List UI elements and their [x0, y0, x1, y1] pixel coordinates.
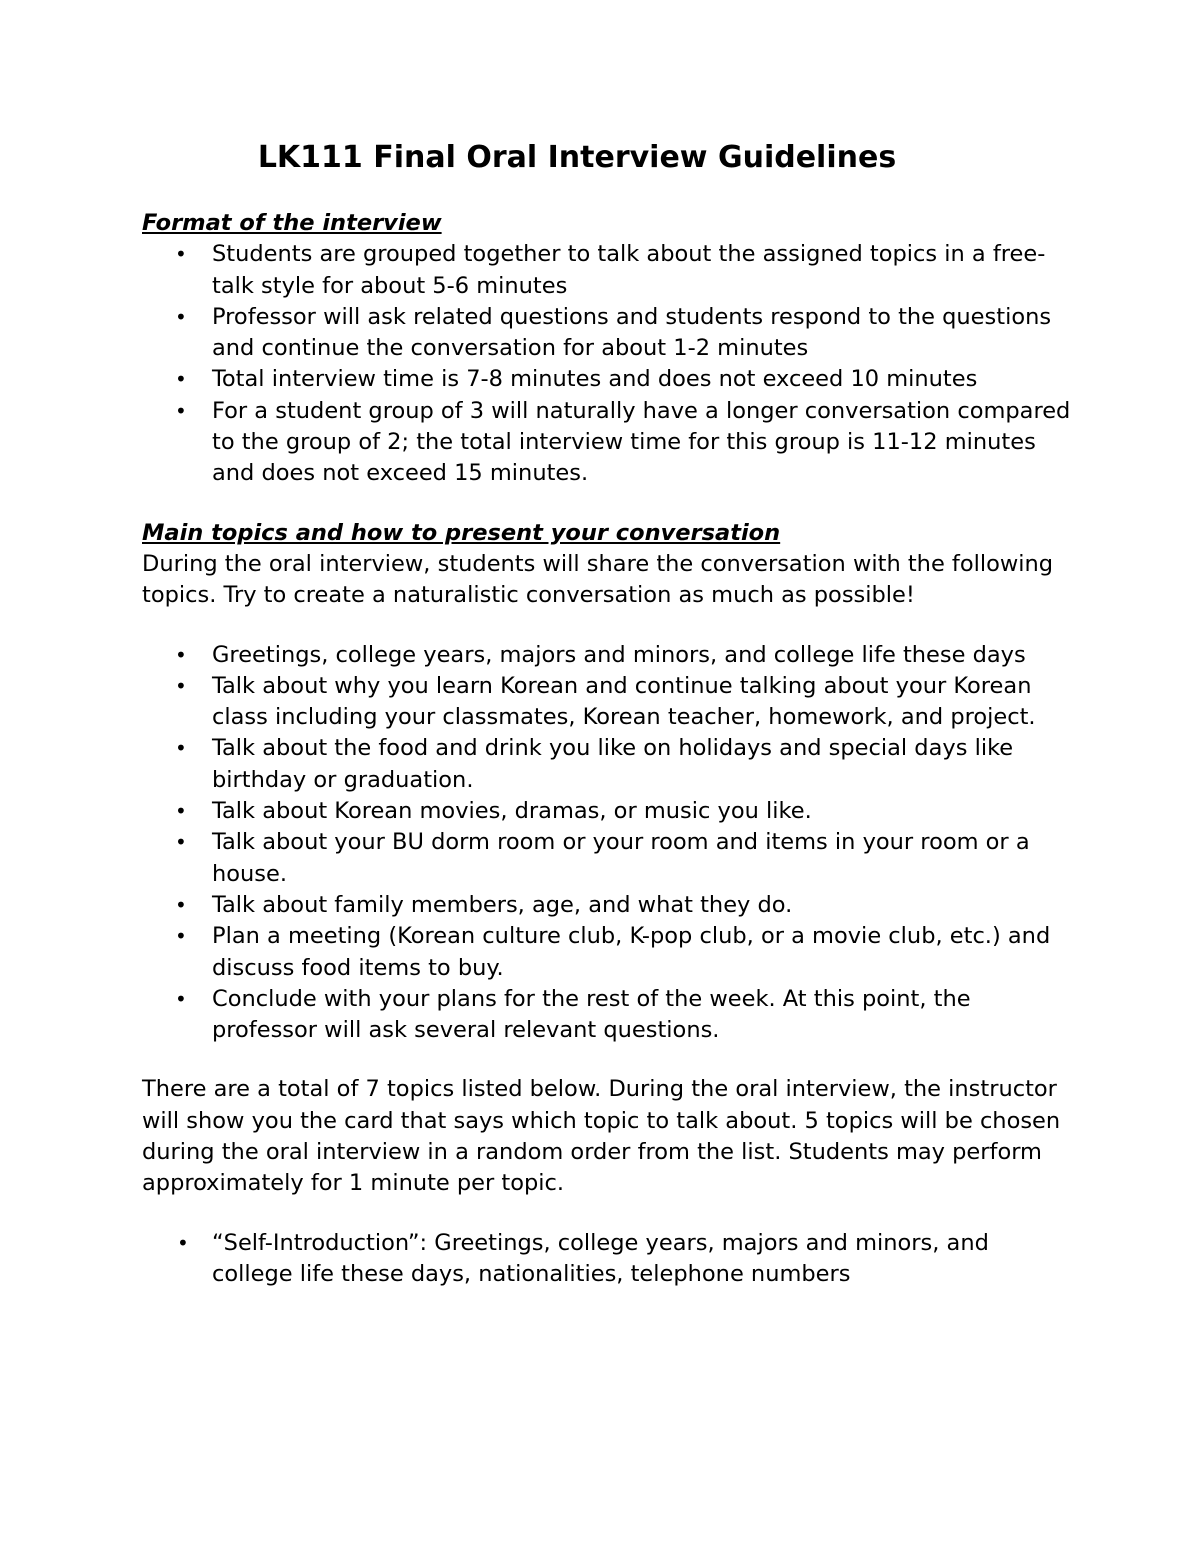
document-page	[142, 138, 1072, 1290]
bullet-icon: •	[175, 398, 187, 423]
list-item	[142, 984, 1072, 1047]
list-item-text: Students are grouped together to talk about the assigned topics in a free-talk style for about 5-6 minutes	[212, 241, 1046, 299]
spacer	[142, 490, 1072, 518]
bullet-icon: •	[175, 642, 187, 667]
list-item-text: Talk about why you learn Korean and continue talking about your Korean class including your classmates, Korean teacher, homework, and project.	[212, 672, 1036, 731]
document-title: LK111 Final Oral Interview Guidelines	[257, 140, 897, 175]
list-item	[142, 827, 1072, 890]
format-heading: Format of the interview	[142, 210, 442, 236]
list-item	[142, 733, 1072, 796]
main-topics-intro: During the oral interview, students will share the conversation with the following topics. Try to create a naturalistic conversation as much as possible!	[142, 550, 1054, 609]
list-item-text: Talk about family members, age, and what they do.	[212, 891, 793, 918]
main-topics-list	[142, 640, 1072, 1047]
list-item	[142, 396, 1072, 490]
list-item-text: Professor will ask related questions and students respond to the questions and continue the conversation for about 1-2 minutes	[212, 303, 1052, 362]
main-topics-heading: Main topics and how to present your conversation	[142, 519, 781, 546]
list-item	[142, 796, 1072, 827]
list-item	[142, 890, 1072, 921]
list-item-text: Total interview time is 7-8 minutes and does not exceed 10 minutes	[212, 366, 978, 393]
list-item-text: Plan a meeting (Korean culture club, K-pop club, or a movie club, etc.) and discuss food items to buy.	[212, 923, 1051, 981]
list-item	[142, 640, 1072, 671]
bullet-icon: •	[175, 673, 187, 698]
list-item	[142, 364, 1072, 395]
spacer	[142, 1200, 1072, 1228]
list-item-text: Greetings, college years, majors and minors, and college life these days	[212, 641, 1026, 668]
topics-note: There are a total of 7 topics listed below. During the oral interview, the instructor will show you the card that says which topic to talk about. 5 topics will be chosen during the oral interview in a random order from the list. Students may perform approximately for 1 minute per topic.	[142, 1076, 1061, 1197]
list-item	[142, 1228, 1072, 1291]
list-item-text: For a student group of 3 will naturally have a longer conversation compared to the group of 2; the total interview time for this group is 11-12 minutes and does not exceed 15 minutes.	[212, 397, 1071, 487]
list-item-text: Talk about the food and drink you like on holidays and special days like birthday or graduation.	[212, 735, 1014, 793]
list-item-text: Talk about Korean movies, dramas, or music you like.	[212, 798, 812, 825]
bullet-icon: •	[175, 799, 187, 824]
list-item	[142, 671, 1072, 734]
bullet-icon: •	[175, 986, 187, 1011]
bullet-icon: •	[175, 304, 187, 329]
bullet-icon: •	[175, 830, 187, 855]
bullet-icon: •	[175, 892, 187, 917]
bullet-icon: •	[175, 736, 187, 761]
bullet-icon: •	[175, 242, 187, 267]
bullet-icon: •	[177, 1230, 189, 1255]
list-item	[142, 239, 1072, 302]
bullet-icon: •	[175, 924, 187, 949]
spacer	[142, 612, 1072, 640]
topic-list	[142, 1228, 1072, 1291]
bullet-icon: •	[175, 367, 187, 392]
list-item-text: Conclude with your plans for the rest of the week. At this point, the professor will ask several relevant questions.	[212, 985, 971, 1044]
spacer	[142, 1046, 1072, 1074]
list-item-text: Talk about your BU dorm room or your room and items in your room or a house.	[212, 829, 1030, 887]
format-list	[142, 239, 1072, 489]
list-item	[142, 302, 1072, 365]
list-item-text: “Self-Introduction”: Greetings, college years, majors and minors, and college life these days, nationalities, telephone numbers	[212, 1229, 989, 1287]
list-item	[142, 921, 1072, 984]
